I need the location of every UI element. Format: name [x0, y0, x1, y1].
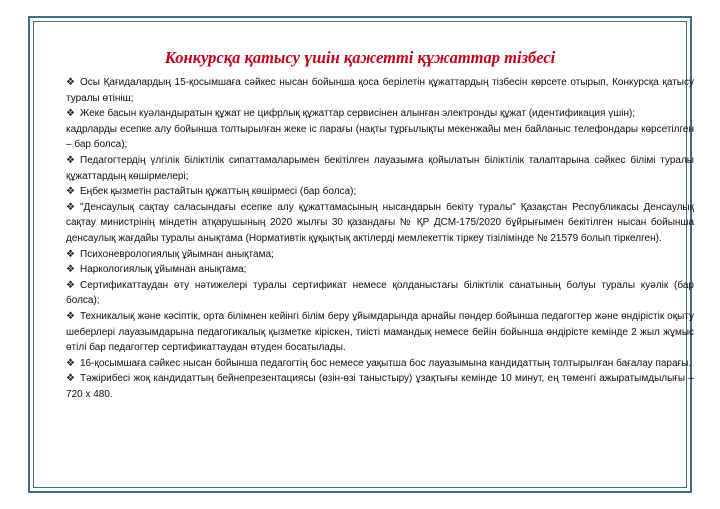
- list-item: [66, 184, 694, 200]
- diamond-bullet-icon: ❖: [66, 201, 75, 213]
- diamond-bullet-icon: ❖: [66, 264, 75, 276]
- diamond-bullet-icon: ❖: [66, 77, 75, 88]
- diamond-bullet-icon: ❖: [66, 373, 75, 385]
- list-item-text: Педагогтердің үлгілік біліктілік сипаттамаларымен бекітілген лауазымға қойылатын біліктілік талаптарына сәйкес білімі туралы құжаттардың көшірмелері;: [66, 154, 694, 182]
- list-item-text: Сертификаттаудан өту нәтижелері туралы сертификат немесе қолданыстағы біліктілік санатының болуы туралы куәлік (бар болса);: [66, 279, 694, 307]
- list-item: [66, 309, 694, 356]
- list-item-text: Жеке басын куәландыратын құжат не цифрлық құжаттар сервисінен алынған электронды құжат (идентификация үшін);: [80, 108, 636, 120]
- list-item: [66, 247, 694, 263]
- list-item-text: Еңбек қызметін растайтын құжаттың көшірмесі (бар болса);: [80, 186, 357, 198]
- list-item: [66, 200, 694, 247]
- diamond-bullet-icon: ❖: [66, 186, 75, 198]
- document-title: Конкурсқа қатысу үшін қажетті құжаттар тізбесі: [164, 48, 556, 67]
- diamond-bullet-icon: ❖: [66, 310, 75, 322]
- diamond-bullet-icon: ❖: [66, 248, 75, 260]
- list-item: [66, 262, 694, 278]
- diamond-bullet-icon: ❖: [66, 279, 75, 291]
- list-item: [66, 356, 694, 372]
- diamond-bullet-icon: ❖: [66, 357, 75, 369]
- list-item: [66, 106, 694, 122]
- list-item-text: Психоневрологиялық ұйымнан анықтама;: [80, 248, 274, 260]
- list-item-text: Осы Қағидалардың 15-қосымшаға сәйкес нысан бойынша қоса берілетін құжаттардың тізбесін көрсете отырып, Конкурсқа қатысу туралы өтініш;: [66, 77, 694, 104]
- list-item-text: 16-қосымшаға сәйкес нысан бойынша педагогтің бос немесе уақытша бос лауазымына кандидаттың толтырылған бағалау парағы.: [80, 357, 692, 369]
- list-item: [66, 153, 694, 184]
- documents-list: [66, 75, 694, 402]
- list-item: [66, 122, 694, 153]
- list-item-text: Техникалық және кәсіптік, орта білімнен кейінгі білім беру ұйымдарында арнайы пәндер бойынша педагогтер және өндірістік оқыту шеберлері лауазымдарына педагогикалық қызметке кіріскен, тиісті мамандық немесе бейін бойынша өндірісте кемінде 2 жыл жұмыс өтілі бар педагогтер сертификаттаудан өтуден босатылады.: [66, 310, 694, 354]
- list-item: [66, 75, 694, 106]
- list-item-text: Тәжірибесі жоқ кандидаттың бейнепрезентациясы (өзін-өзі таныстыру) ұзақтығы кемінде 10 минут, ең төменгі ажыратымдылығы – 720 x 480.: [66, 373, 694, 400]
- diamond-bullet-icon: ❖: [66, 154, 75, 166]
- list-item: [66, 371, 694, 402]
- list-item-text: кадрларды есепке алу бойынша толтырылған жеке іс парағы (нақты тұрғылықты мекенжайы мен байланыс телефондары көрсетілген – бар болса);: [66, 123, 694, 151]
- list-item-text: "Денсаулық сақтау саласындағы есепке алу құжаттамасының нысандарын бекіту туралы" Қазақстан Республикасы Денсаулық сақтау министрінің міндетін атқарушының 2020 жылғы 30 қазандағы № ҚР ДСМ-175/2020 бұйрығымен бекітілген нысан бойынша денсаулық жағдайы туралы анықтама (Нормативтік құқықтық актілерді мемлекеттік тіркеу тізілімінде № 21579 болып тіркелген).: [66, 201, 694, 244]
- list-item-text: Наркологиялық ұйымнан анықтама;: [80, 264, 247, 276]
- list-item: [66, 278, 694, 309]
- diamond-bullet-icon: ❖: [66, 108, 75, 120]
